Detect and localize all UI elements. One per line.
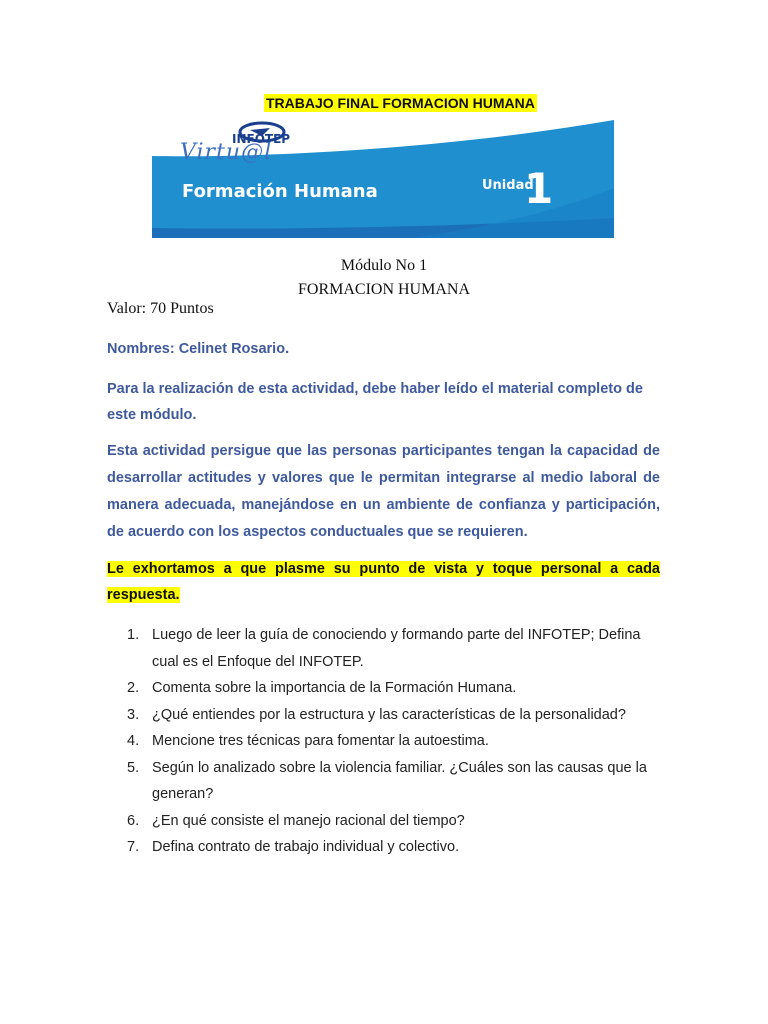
student-names: Nombres: Celinet Rosario.	[107, 341, 290, 357]
banner-unit-number: 1	[524, 164, 554, 213]
banner-title: Formación Humana	[182, 181, 378, 202]
list-item: 1. Luego de leer la guía de conociendo y formando parte del INFOTEP; Defina cual es el Enfoque del INFOTEP.	[127, 627, 641, 670]
list-item: 2. Comenta sobre la importancia de la Formación Humana.	[127, 680, 517, 696]
list-item: 6. ¿En qué consiste el manejo racional del tiempo?	[127, 812, 465, 829]
module-name: FORMACION HUMANA	[297, 281, 470, 298]
list-item: 7. Defina contrato de trabajo individual y colectivo.	[127, 839, 460, 855]
objective-paragraph: Esta actividad persigue que las personas participantes tengan la capacidad de desarrollar actitudes y valores que le permitan integrarse al medio laboral de manera adecuada, manejándose en un ambiente de confianza y participación, de acuerdo con los aspectos conductuales que se requieren.	[107, 443, 660, 540]
instruction-paragraph: Para la realización de esta actividad, debe haber leído el material completo de este módulo.	[107, 381, 643, 423]
question-list	[127, 622, 667, 861]
banner-unit-label: Unidad	[482, 178, 534, 193]
list-item: 3. ¿Qué entiendes por la estructura y las características de la personalidad?	[127, 706, 626, 723]
infotep-logo: INFOTEP	[232, 132, 291, 146]
banner-image	[152, 118, 614, 238]
module-number: Módulo No 1	[340, 257, 428, 274]
list-item: 4. Mencione tres técnicas para fomentar la autoestima.	[127, 733, 489, 749]
value-points: Valor: 70 Puntos	[107, 300, 214, 317]
exhortation-text: Le exhortamos a que plasme su punto de vista y toque personal a cada respuesta.	[107, 561, 660, 603]
page-title	[264, 93, 537, 113]
list-item: 5. Según lo analizado sobre la violencia familiar. ¿Cuáles son las causas que la generan?	[127, 759, 647, 802]
virtual-logo: Virtu@l	[180, 140, 273, 165]
page-title-text: TRABAJO FINAL FORMACION HUMANA	[266, 95, 535, 111]
exhortation	[107, 556, 660, 608]
